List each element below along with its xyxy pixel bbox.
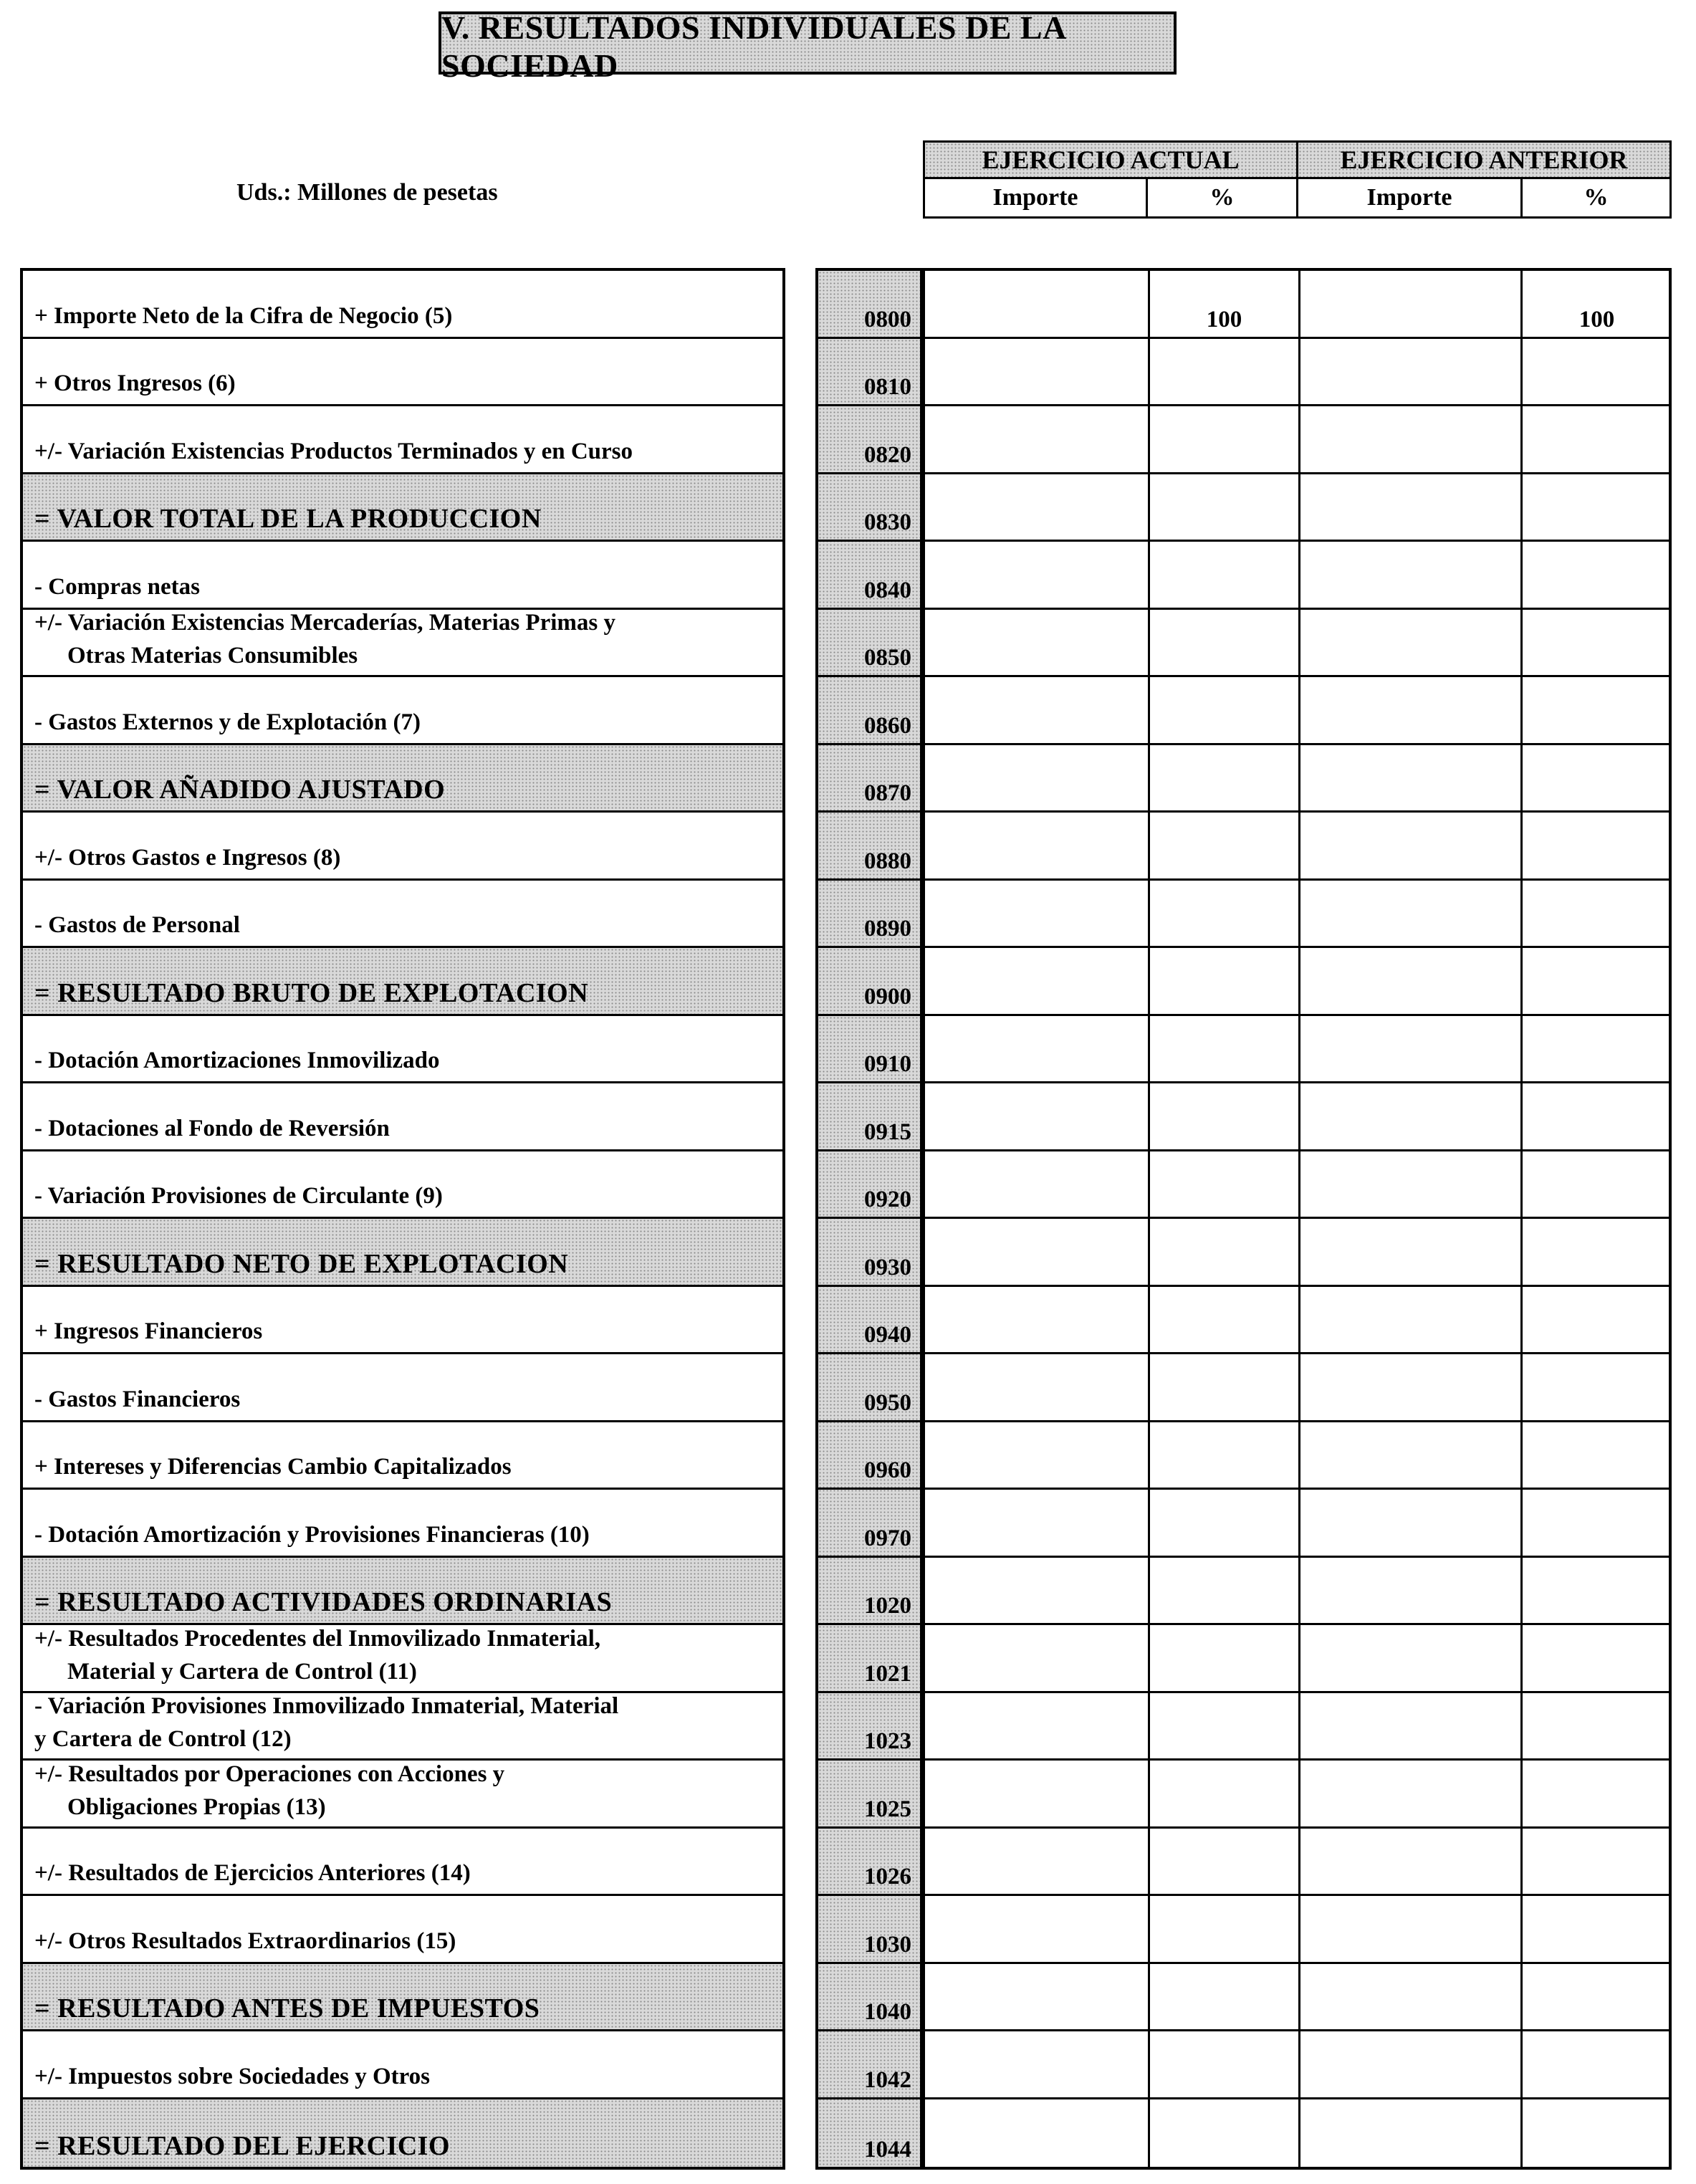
row-label-text: = RESULTADO ANTES DE IMPUESTOS [34,1993,540,2023]
header-current-year: EJERCICIO ACTUAL [923,140,1298,179]
row-code: 0970 [864,1525,911,1551]
row-code: 0930 [864,1254,911,1280]
concept-column [20,268,785,2170]
row-value-cells [925,271,1669,339]
row-value-cells [925,677,1669,745]
row-code-cell [818,1151,920,1220]
row-label-text: - Dotación Amortización y Provisiones Financieras (10) [34,1521,590,1548]
total-row-label [23,1219,782,1287]
row-label-text: = RESULTADO DEL EJERCICIO [34,2131,451,2161]
row-label-text: + Intereses y Diferencias Cambio Capitalizados [34,1454,512,1480]
row-value-cells [925,610,1669,678]
row-value-cells [925,339,1669,407]
row-value-cells [925,2031,1669,2099]
row-code-cell [818,271,920,339]
row-label [23,406,782,474]
row-label-line: y Cartera de Control (12) [34,1726,292,1752]
row-label-text [34,1690,618,1756]
row-label-text: - Gastos Externos y de Explotación (7) [34,709,421,735]
row-code: 1025 [864,1796,911,1822]
row-label [23,542,782,610]
row-value-cells [925,881,1669,949]
total-row-label [23,474,782,542]
row-code: 1040 [864,1999,911,2025]
header-pct-current: % [1146,177,1298,219]
row-label-line: +/- Resultados por Operaciones con Acciones y [34,1761,505,1787]
row-label [23,1287,782,1355]
row-label-text: - Gastos Financieros [34,1386,241,1412]
row-code-cell [818,1422,920,1490]
row-code: 1020 [864,1593,911,1619]
row-label-text [34,606,615,672]
row-label [23,610,782,678]
row-code: 0880 [864,848,911,874]
row-code-cell [818,1083,920,1151]
row-value-cells [925,1761,1669,1829]
row-label-text: + Otros Ingresos (6) [34,370,236,396]
row-label-text: = RESULTADO ACTIVIDADES ORDINARIAS [34,1587,613,1617]
row-code: 0800 [864,306,911,332]
row-value-cells [925,1964,1669,2032]
row-code-cell [818,813,920,881]
row-label-line: Otras Materias Consumibles [67,643,358,669]
row-label-line: +/- Variación Existencias Mercaderías, Materias Primas y [34,610,615,636]
row-value-cells [925,1083,1669,1151]
row-code-cell [818,1896,920,1964]
row-code: 0810 [864,374,911,400]
values-grid [923,268,1672,2170]
row-value-cells [925,745,1669,813]
row-code: 1023 [864,1728,911,1754]
row-code-cell [818,1354,920,1422]
row-code-cell [818,948,920,1016]
row-label [23,1761,782,1829]
row-code: 0950 [864,1389,911,1416]
row-label [23,271,782,339]
row-code: 0890 [864,916,911,942]
row-code-cell [818,1761,920,1829]
row-value-cells [925,1490,1669,1558]
row-code: 0860 [864,712,911,739]
row-code: 0940 [864,1322,911,1348]
row-label-text: - Gastos de Personal [34,912,240,938]
row-code-cell [818,542,920,610]
section-title: V. RESULTADOS INDIVIDUALES DE LA SOCIEDAD [439,11,1177,75]
row-label [23,677,782,745]
row-value-cells [925,1558,1669,1626]
row-value-cells [925,542,1669,610]
row-code: 0910 [864,1051,911,1077]
row-code-cell [818,2031,920,2099]
row-code-cell [818,406,920,474]
row-code-cell [818,1829,920,1897]
row-value-cells [925,1354,1669,1422]
row-label-text: +/- Otros Resultados Extraordinarios (15) [34,1927,456,1954]
row-code-cell [818,1287,920,1355]
row-label-text: +/- Impuestos sobre Sociedades y Otros [34,2063,431,2089]
row-code-cell [818,745,920,813]
row-code-cell [818,610,920,678]
row-code: 0900 [864,983,911,1010]
row-code: 0850 [864,645,911,671]
row-label-text: = RESULTADO NETO DE EXPLOTACION [34,1248,569,1279]
header-importe-current: Importe [923,177,1148,219]
row-code: 0920 [864,1187,911,1212]
row-code-cell [818,1219,920,1287]
row-label-text: + Ingresos Financieros [34,1318,263,1344]
row-label [23,1422,782,1490]
row-label [23,881,782,949]
row-value-cells [925,1422,1669,1490]
row-label [23,1151,782,1220]
row-label [23,339,782,407]
row-label-text: = RESULTADO BRUTO DE EXPLOTACION [34,977,589,1008]
row-code: 0830 [864,509,911,535]
row-label-text: +/- Variación Existencias Productos Terminados y en Curso [34,438,633,464]
row-code-cell [818,1625,920,1693]
row-code-cell [818,339,920,407]
row-label-text: - Variación Provisiones de Circulante (9) [34,1183,443,1209]
header-importe-previous: Importe [1296,177,1523,219]
row-label-text: - Compras netas [34,573,200,600]
row-label-line: +/- Resultados Procedentes del Inmovilizado Inmaterial, [34,1625,600,1652]
header-pct-previous: % [1520,177,1672,219]
row-value-cells [925,1896,1669,1964]
row-code-cell [818,1693,920,1761]
row-label [23,1083,782,1151]
row-label-text: = VALOR AÑADIDO AJUSTADO [34,775,446,805]
row-code: 0870 [864,780,911,806]
row-code-cell [818,881,920,949]
row-label-text [34,1758,504,1824]
header-previous-year: EJERCICIO ANTERIOR [1296,140,1672,179]
row-code: 1030 [864,1931,911,1958]
row-code-cell [818,1016,920,1084]
row-code-cell [818,2099,920,2168]
pct-current-value: 100 [1206,306,1242,332]
row-label [23,813,782,881]
row-label [23,1896,782,1964]
row-value-cells [925,1016,1669,1084]
row-label-line: Obligaciones Propias (13) [67,1793,326,1820]
row-value-cells [925,406,1669,474]
code-column [815,268,923,2170]
row-code: 0915 [864,1119,911,1145]
row-label [23,1693,782,1761]
row-label-text: +/- Resultados de Ejercicios Anteriores (14) [34,1860,471,1886]
row-code-cell [818,1490,920,1558]
row-value-cells [925,948,1669,1016]
row-label-text: = VALOR TOTAL DE LA PRODUCCION [34,504,542,534]
row-label-text: - Dotación Amortizaciones Inmovilizado [34,1048,440,1073]
row-value-cells [925,1625,1669,1693]
row-label [23,1625,782,1693]
total-row-label [23,745,782,813]
row-code: 0960 [864,1457,911,1483]
row-value-cells [925,1693,1669,1761]
row-label [23,1016,782,1084]
row-code: 1026 [864,1864,911,1890]
pct-previous-value: 100 [1578,306,1615,332]
row-label [23,2031,782,2099]
row-code: 0820 [864,441,911,468]
row-label-text: +/- Otros Gastos e Ingresos (8) [34,844,341,871]
row-code-cell [818,1964,920,2032]
total-row-label [23,1558,782,1626]
row-label [23,1829,782,1897]
row-label-text [34,1622,600,1688]
row-code-cell [818,677,920,745]
units-label: Uds.: Millones de pesetas [236,179,498,206]
row-value-cells [925,1829,1669,1897]
row-code: 0840 [864,577,911,603]
row-code: 1042 [864,2066,911,2093]
row-value-cells [925,474,1669,542]
total-row-label [23,1964,782,2032]
row-label [23,1354,782,1422]
total-row-label [23,948,782,1016]
row-code: 1021 [864,1660,911,1687]
row-value-cells [925,813,1669,881]
row-value-cells [925,1219,1669,1287]
row-label-text: + Importe Neto de la Cifra de Negocio (5) [34,302,453,329]
total-row-label [23,2099,782,2168]
row-code: 1044 [864,2137,911,2163]
row-value-cells [925,2099,1669,2168]
row-code-cell [818,474,920,542]
row-value-cells [925,1151,1669,1220]
row-label-line: - Variación Provisiones Inmovilizado Inmaterial, Material [34,1693,619,1719]
row-label-text: - Dotaciones al Fondo de Reversión [34,1115,390,1141]
row-value-cells [925,1287,1669,1355]
row-label [23,1490,782,1558]
row-label-line: Material y Cartera de Control (11) [67,1658,417,1685]
row-code-cell [818,1558,920,1626]
